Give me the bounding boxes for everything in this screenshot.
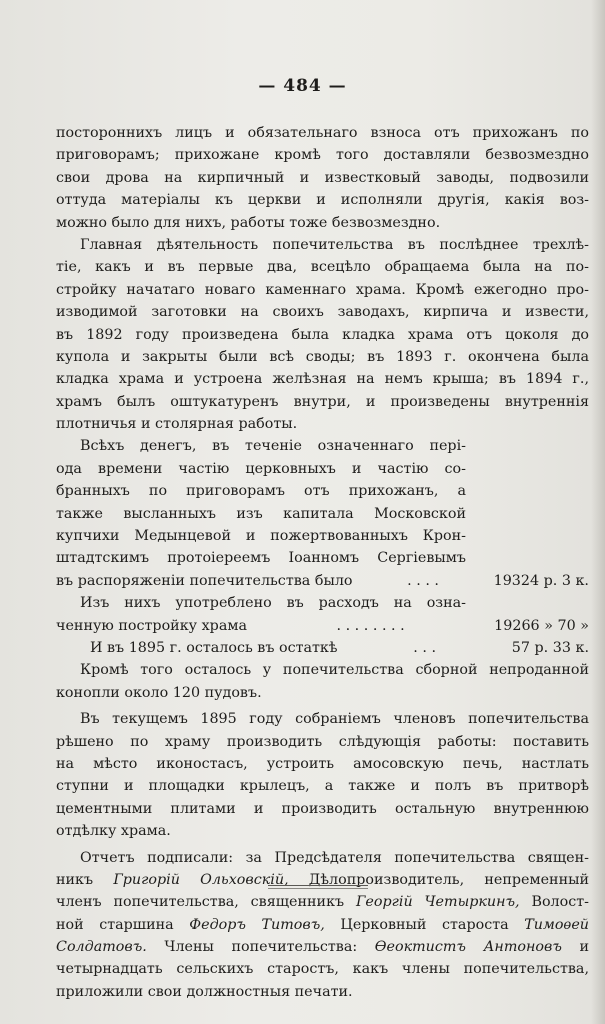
signatory-name: Григорій Ольховскій, [113, 871, 289, 888]
page-edge-shadow [591, 0, 605, 1024]
text-line [56, 891, 589, 913]
spent-line-1: Изъ нихъ употреблено въ расходъ на озна- [80, 595, 466, 612]
spent-funds-line [56, 615, 589, 637]
text-span: членъ попечительства, священникъ [56, 894, 356, 911]
remaining-funds-amount: 57 р. 33 к. [511, 639, 589, 656]
text-line: Главная дѣятельность попечительства въ послѣднее трехлѣ- [80, 236, 589, 253]
text-line: оттуда матеріалы къ церкви и исполняли другія, какія воз- [56, 192, 589, 209]
leader-dots: . . . [413, 639, 437, 656]
signatory-name: Федоръ Титовъ, [189, 916, 325, 933]
text-line: плотничья и столярная работы. [56, 416, 298, 433]
paragraph-6 [56, 659, 589, 704]
text-line: отдѣлку храма. [56, 823, 171, 840]
paragraph-1 [56, 122, 589, 234]
total-funds-label: въ распоряженіи попечительства было [56, 572, 353, 589]
text-line: штадтскимъ протоіереемъ Іоанномъ Сергіевымъ [56, 550, 466, 567]
text-line: ода времени частію церковныхъ и частію со- [56, 460, 466, 477]
text-line: постороннихъ лицъ и обязательнаго взноса отъ прихожанъ по [56, 125, 589, 141]
paragraph-7 [56, 708, 589, 842]
text-line [56, 936, 589, 958]
text-line: Кромѣ того осталось у попечительства сборной непроданной [80, 662, 589, 679]
text-line: свои дрова на кирпичный и известковый заводы, подвозили [56, 169, 589, 186]
text-line: приложили свои должностныя печати. [56, 983, 353, 1000]
leader-dots: . . . . . . . . [336, 617, 405, 634]
closing-rule [268, 885, 368, 889]
text-span: Дѣлопроизводитель, непременный [288, 871, 590, 888]
text-line: кладка храма и устроена желѣзная на немъ крыша; въ 1894 г., [56, 371, 589, 388]
text-line: стройку начатаго новаго каменнаго храма. Кромѣ ежегодно про- [56, 281, 589, 298]
text-line: Отчетъ подписали: за Предсѣдателя попечительства священ- [80, 849, 589, 866]
text-line: тіе, какъ и въ первые два, всецѣло обращаема была на по- [56, 259, 589, 276]
text-line [56, 914, 589, 936]
text-line: купчихи Медынцевой и пожертвованныхъ Крон- [56, 528, 466, 545]
signatory-name: Солдатовъ. [56, 939, 147, 956]
page-number: — 484 — [258, 76, 347, 96]
text-span: и [561, 939, 589, 956]
text-span: Волост- [519, 894, 589, 911]
text-line: Всѣхъ денегъ, въ теченіе означеннаго пері- [80, 438, 466, 455]
text-line: храмъ былъ оштукатуренъ внутри, и произведены внутреннія [56, 393, 589, 410]
text-line: бранныхъ по приговорамъ отъ прихожанъ, а [56, 483, 466, 500]
signatory-name: Тимоѳей [524, 916, 589, 933]
text-line: купола и закрыты были всѣ своды; въ 1893 г. окончена была [56, 348, 589, 365]
text-span: ной старшина [56, 916, 190, 933]
paragraph-8 [56, 847, 589, 1004]
text-span: Члены попечительства: [146, 939, 375, 956]
text-line: цементными плитами и производить остальную внутреннюю [56, 800, 589, 817]
text-line: ступни и площадки крылецъ, а также и полъ въ притворѣ [56, 778, 589, 795]
text-line: на мѣсто иконостасъ, устроить амосовскую печь, настлать [56, 755, 589, 772]
spent-funds-label: ченную постройку храма [56, 617, 247, 634]
text-line: Въ текущемъ 1895 году собраніемъ членовъ попечительства [80, 711, 589, 728]
text-line: также высланныхъ изъ капитала Московской [56, 505, 466, 522]
text-line: въ 1892 году произведена была кладка храма отъ цоколя до [56, 326, 589, 343]
text-span: Церковный староста [324, 916, 525, 933]
paragraph-3 [56, 435, 466, 569]
text-line: рѣшено по храму производить слѣдующія работы: поставить [56, 733, 589, 750]
remaining-funds-label: И въ 1895 г. осталось въ остаткѣ [90, 639, 338, 656]
text-line: конопли около 120 пудовъ. [56, 684, 262, 701]
text-line: изводимой заготовки на своихъ заводахъ, кирпича и извести, [56, 304, 589, 321]
text-line: приговорамъ; прихожане кромѣ того доставляли безвозмездно [56, 147, 589, 164]
spent-funds-amount: 19266 » 70 » [494, 617, 589, 634]
text-span: никъ [56, 871, 114, 888]
signatory-name: Георгій Четыркинъ, [355, 894, 520, 911]
signatory-name: Ѳеоктистъ Антоновъ [374, 939, 562, 956]
remaining-funds-line [56, 637, 589, 659]
text-line: можно было для нихъ, работы тоже безвозмездно. [56, 214, 441, 231]
paragraph-2 [56, 234, 589, 436]
page-body [56, 122, 589, 1003]
leader-dots: . . . . [407, 572, 439, 589]
total-funds-amount: 19324 р. 3 к. [493, 572, 589, 589]
text-line: четырнадцать сельскихъ старостъ, какъ члены попечительства, [56, 961, 589, 978]
total-funds-line [56, 570, 589, 592]
